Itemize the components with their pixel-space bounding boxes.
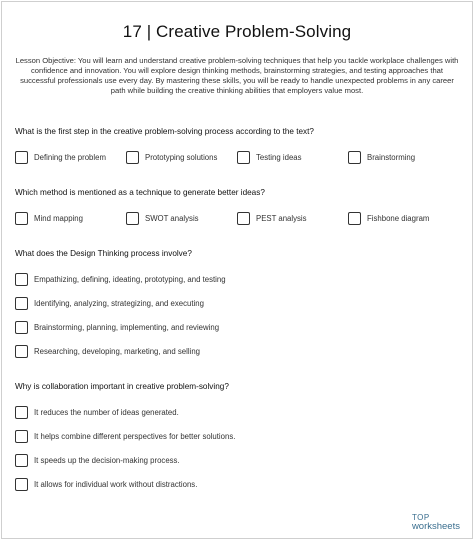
option-label: Brainstorming, planning, implementing, and reviewing <box>34 323 220 332</box>
option-label: It helps combine different perspectives for better solutions. <box>34 432 236 441</box>
checkbox[interactable] <box>15 273 28 286</box>
q1-option-2[interactable] <box>126 151 217 164</box>
q2-option-1[interactable] <box>15 212 83 225</box>
option-label: Fishbone diagram <box>367 214 430 223</box>
q4-option-1[interactable] <box>15 406 179 419</box>
option-label: Empathizing, defining, ideating, prototyping, and testing <box>34 275 226 284</box>
checkbox[interactable] <box>15 297 28 310</box>
q1-option-4[interactable] <box>348 151 415 164</box>
q3-option-4[interactable] <box>15 345 200 358</box>
q1-option-3[interactable] <box>237 151 302 164</box>
question-4: Why is collaboration important in creative problem-solving? <box>15 382 229 391</box>
logo-line-1: TOP <box>411 513 430 522</box>
checkbox[interactable] <box>237 151 250 164</box>
q3-option-3[interactable] <box>15 321 219 334</box>
option-label: Mind mapping <box>34 214 83 223</box>
q3-option-2[interactable] <box>15 297 204 310</box>
option-label: SWOT analysis <box>145 214 199 223</box>
checkbox[interactable] <box>15 454 28 467</box>
option-label: Researching, developing, marketing, and selling <box>34 347 200 356</box>
question-2: Which method is mentioned as a technique to generate better ideas? <box>15 188 265 197</box>
checkbox[interactable] <box>15 478 28 491</box>
question-3: What does the Design Thinking process involve? <box>15 249 192 258</box>
checkbox[interactable] <box>237 212 250 225</box>
q1-option-1[interactable] <box>15 151 106 164</box>
checkbox[interactable] <box>348 212 361 225</box>
option-label: Prototyping solutions <box>145 153 218 162</box>
page-title: 17 | Creative Problem-Solving <box>122 22 352 41</box>
q4-option-3[interactable] <box>15 454 180 467</box>
checkbox[interactable] <box>15 406 28 419</box>
checkbox[interactable] <box>348 151 361 164</box>
checkbox[interactable] <box>15 212 28 225</box>
lesson-objective: Lesson Objective: You will learn and understand creative problem-solving techniques that help you tackle workplace challenges with confidence and innovation. You will explore design thinking methods, brainstorming strategies, and testing approaches that successful professionals use every day. By mastering these skills, you will be ready to handle unexpected problems in any career path while building the creative thinking abilities that employers value most. <box>15 56 459 95</box>
q3-option-1[interactable] <box>15 273 226 286</box>
option-label: It reduces the number of ideas generated. <box>34 408 179 417</box>
option-label: It allows for individual work without distractions. <box>34 480 198 489</box>
checkbox[interactable] <box>126 212 139 225</box>
logo-line-2: worksheets <box>411 521 460 532</box>
q2-option-3[interactable] <box>237 212 307 225</box>
question-1: What is the first step in the creative problem-solving process according to the text? <box>15 127 314 136</box>
option-label: PEST analysis <box>256 214 307 223</box>
checkbox[interactable] <box>15 321 28 334</box>
option-label: Brainstorming <box>367 153 416 162</box>
top-worksheets-logo <box>412 513 460 531</box>
q4-option-2[interactable] <box>15 430 235 443</box>
option-label: Identifying, analyzing, strategizing, and executing <box>34 299 204 308</box>
option-label: Defining the problem <box>34 153 106 162</box>
q4-option-4[interactable] <box>15 478 197 491</box>
q2-option-2[interactable] <box>126 212 199 225</box>
q2-option-4[interactable] <box>348 212 429 225</box>
checkbox[interactable] <box>15 430 28 443</box>
checkbox[interactable] <box>15 345 28 358</box>
option-label: Testing ideas <box>256 153 302 162</box>
checkbox[interactable] <box>126 151 139 164</box>
checkbox[interactable] <box>15 151 28 164</box>
option-label: It speeds up the decision-making process. <box>34 456 180 465</box>
